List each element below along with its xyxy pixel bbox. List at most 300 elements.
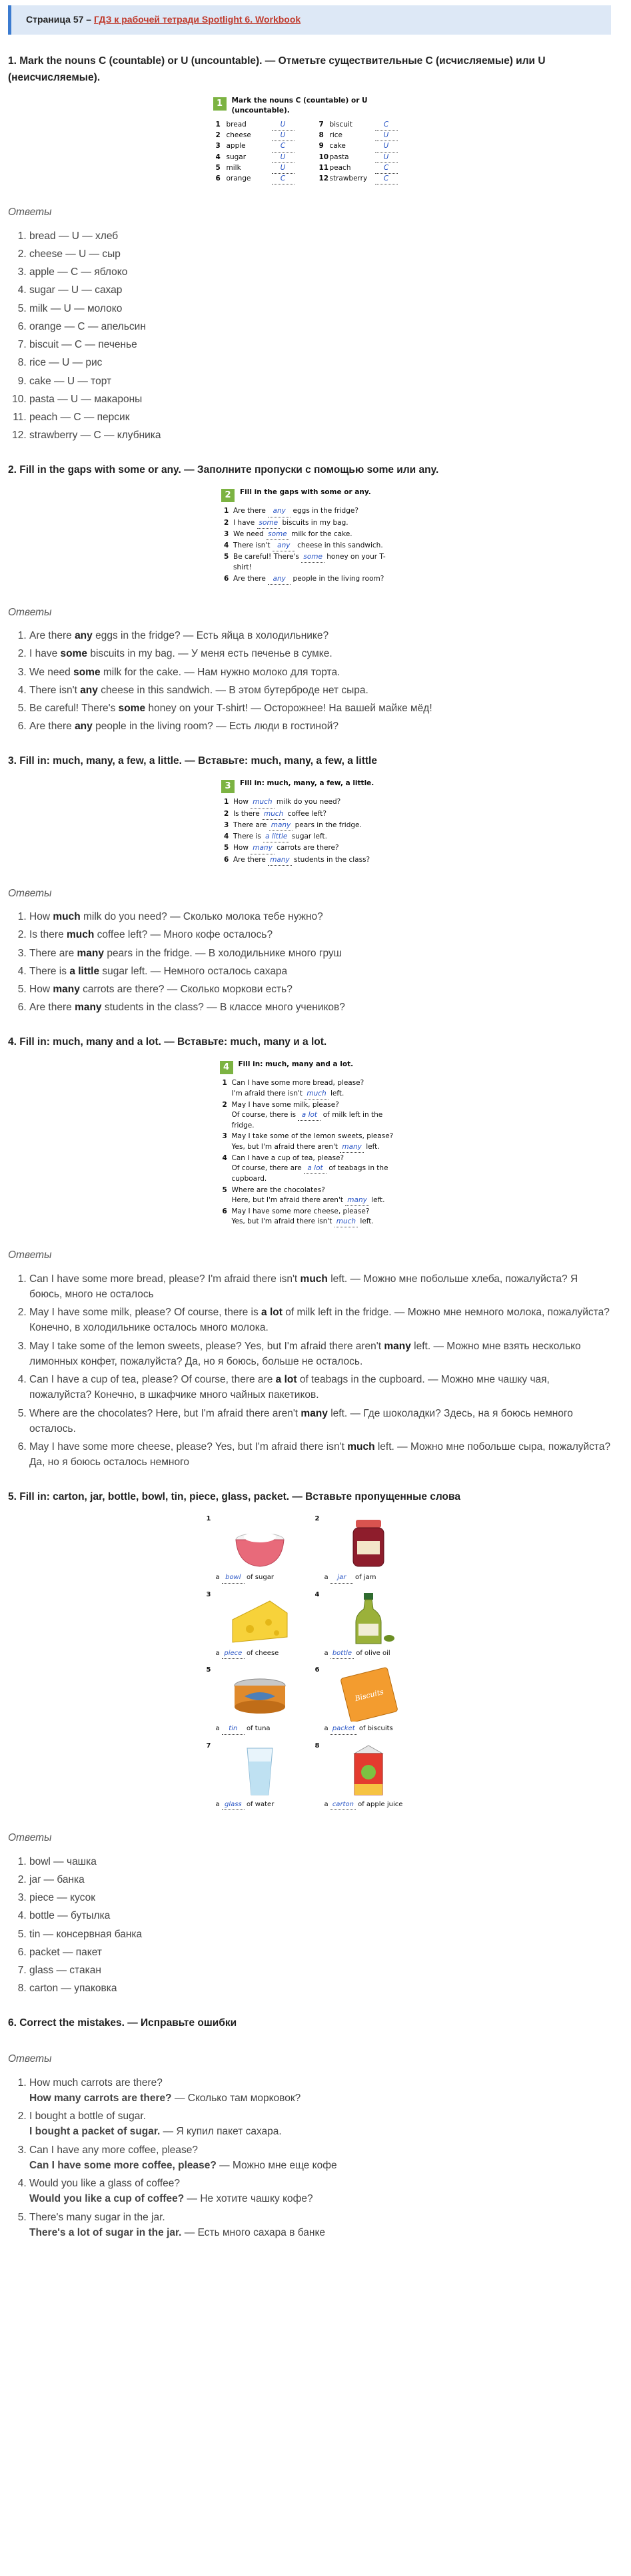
noun-row [319, 153, 406, 163]
noun-word: pasta [329, 153, 349, 161]
task1-exercise-image [213, 96, 406, 185]
correction-item [29, 2142, 611, 2174]
answer-end: milk do you need? — Сколько молока тебе нужно? [80, 911, 323, 923]
corrected-sentence: Can I have some more coffee, please? [29, 2159, 217, 2171]
wrong-sentence: Can I have any more coffee, please? [29, 2144, 199, 2156]
task1-answers-list [8, 228, 611, 444]
noun-row [319, 131, 406, 141]
cheese-block [233, 1601, 287, 1642]
task6-heading: 6. Correct the mistakes. — Исправьте ошибки [8, 2017, 237, 2029]
corrected-sentence: Would you like a cup of coffee? [29, 2193, 185, 2205]
answer-item [29, 964, 611, 979]
translation: — Сколько там морковок? [171, 2092, 301, 2104]
item-number: 2 [224, 809, 229, 818]
answer-end: sugar left. — Немного осталось сахара [99, 965, 288, 977]
picture-item [207, 1514, 305, 1584]
workbook-link[interactable]: ГДЗ к рабочей тетради Spotlight 6. Workbook [93, 14, 301, 25]
noun-word: rice [329, 131, 342, 140]
handwritten-answer: U [375, 141, 398, 152]
sentence-text [233, 820, 362, 831]
apple-picture [361, 1765, 376, 1779]
handwritten-answer: a little [263, 832, 289, 842]
item-number: 1 [224, 507, 229, 515]
answer-item: 7. biscuit — C — печенье [29, 337, 611, 352]
glass-of-water-image [223, 1742, 297, 1797]
bowl-of-sugar-image [223, 1514, 297, 1570]
dialogue-reply [232, 1217, 374, 1227]
exercise-number-badge: 4 [220, 1061, 233, 1074]
answer-keyword: any [75, 721, 93, 733]
answer-item [29, 665, 611, 680]
answer-item: 5. milk — U — молоко [29, 301, 611, 316]
caption-start: a [324, 1649, 330, 1657]
answer-start: How [29, 984, 53, 996]
task1-heading: 1. Mark the nouns C (countable) or U (uncountable). — Отметьте существительные С (исчисляемые) или U (неисчисляемые). [8, 55, 546, 83]
olives [384, 1635, 394, 1642]
sentence-text [233, 518, 348, 529]
caption-end: of sugar [244, 1574, 274, 1582]
picture-item [315, 1742, 413, 1811]
cheese-hole [274, 1630, 279, 1636]
picture-item [207, 1590, 305, 1660]
answer-start: Is there [29, 929, 67, 941]
item-number: 2 [222, 1100, 227, 1109]
noun-word: cake [329, 142, 346, 151]
item-number: 5 [206, 1666, 211, 1674]
exercise-sentence [224, 518, 398, 529]
exercise-sentence [224, 820, 398, 831]
answer-item [29, 1271, 611, 1303]
exercise-sentence [224, 552, 398, 573]
dialogue-reply [232, 1110, 400, 1131]
dialogue-question: Can I have some more bread, please? [231, 1079, 364, 1088]
wrong-sentence: Would you like a glass of coffee? [29, 2178, 181, 2190]
answer-keyword: much [67, 929, 95, 941]
answer-item: 6. orange — C — апельсин [29, 319, 611, 334]
exercise-number-badge: 2 [221, 489, 235, 502]
task5-heading: 5. Fill in: carton, jar, bottle, bowl, tin, piece, glass, packet. — Вставьте пропущенные слова [8, 1490, 460, 1502]
sentence-text [233, 529, 352, 540]
answer-keyword: a little [69, 965, 100, 977]
picture-item [315, 1666, 413, 1735]
answers-label: Ответы [8, 206, 52, 218]
answer-keyword: some [60, 648, 88, 660]
caption-start: a [324, 1800, 330, 1808]
carton-top [354, 1746, 382, 1754]
noun-word: sugar [226, 153, 247, 161]
answer-item [29, 982, 611, 997]
answer-item: 11. peach — C — персик [29, 410, 611, 425]
noun-row [216, 141, 303, 152]
task2-exercise-image [221, 487, 398, 585]
exercise-dialogue [223, 1153, 400, 1185]
noun-row [319, 163, 406, 174]
sentence-text [233, 797, 340, 808]
noun-row [216, 174, 303, 184]
noun-word: strawberry [329, 174, 368, 183]
translation: — Можно мне еще кофе [216, 2159, 337, 2171]
caption-start: a [215, 1649, 222, 1657]
item-number: 5 [224, 844, 229, 852]
answer-keyword: much [300, 1273, 328, 1285]
item-number: 8 [315, 1742, 320, 1750]
answer-start: Can I have a cup of tea, please? Of course, there are [29, 1374, 276, 1386]
answer-end: carrots are there? — Сколько моркови есть? [79, 984, 293, 996]
tin-base [235, 1700, 285, 1714]
caption-start: a [215, 1800, 222, 1808]
noun-row [319, 120, 406, 131]
handwritten-answer: U [375, 153, 398, 163]
handwritten-answer: C [375, 174, 398, 184]
exercise-number-badge: 1 [213, 97, 227, 111]
sentence-end: milk for the cake. [289, 529, 352, 538]
handwritten-answer: bottle [330, 1649, 354, 1660]
handwritten-answer: any [273, 541, 295, 551]
answer-end: coffee left? — Много кофе осталось? [94, 929, 273, 941]
exercise-dialogue [223, 1185, 400, 1206]
corrected-line [29, 2225, 611, 2240]
handwritten-answer: some [301, 552, 324, 563]
item-number: 7 [206, 1742, 211, 1750]
answer-keyword: much [53, 911, 81, 923]
answer-item [29, 683, 611, 698]
correction-item [29, 2075, 611, 2106]
item-number: 5 [215, 163, 221, 172]
noun-word: milk [226, 163, 241, 172]
sentence-end: cheese in this sandwich. [295, 541, 383, 550]
answer-item [29, 946, 611, 961]
picture-caption [324, 1649, 413, 1660]
item-number: 2 [315, 1515, 320, 1523]
answer-start: There isn't [29, 684, 81, 696]
item-number: 4 [315, 1590, 320, 1598]
correction-item [29, 2176, 611, 2207]
translation: — Не хотите чашку кофе? [184, 2193, 313, 2205]
noun-word: biscuit [329, 121, 353, 129]
answer-item: 4. bottle — бутылка [29, 1908, 611, 1923]
item-number: 5 [224, 553, 229, 561]
page-number-label: Страница 57 – [26, 14, 92, 25]
answer-item [29, 1000, 611, 1015]
answer-end: eggs in the fridge? — Есть яйца в холодильнике? [92, 630, 329, 642]
handwritten-answer: some [266, 529, 289, 540]
bottle-body [356, 1600, 381, 1644]
exercise-sentence [224, 832, 398, 842]
task5-exercise-image [207, 1514, 413, 1810]
task3-heading: 3. Fill in: much, many, a few, a little. — Вставьте: much, many, a few, a little [8, 755, 377, 767]
exercise-title: Fill in the gaps with some or any. [240, 488, 371, 497]
noun-row [319, 174, 406, 184]
wrong-sentence: How much carrots are there? [29, 2077, 163, 2089]
answer-item: 1. bowl — чашка [29, 1854, 611, 1869]
answer-start: How [29, 911, 53, 923]
sentence-end: honey on your T-shirt! [233, 553, 386, 572]
caption-end: of apple juice [355, 1800, 403, 1808]
exercise-sentence [224, 529, 398, 540]
dialogue-text [232, 1207, 374, 1227]
answer-keyword: any [80, 684, 98, 696]
answer-item: 9. cake — U — торт [29, 374, 611, 389]
item-number: 3 [222, 1132, 227, 1141]
corrected-line [29, 2124, 611, 2139]
answer-keyword: a lot [261, 1307, 283, 1319]
answer-item: 4. sugar — U — сахар [29, 282, 611, 298]
item-number: 4 [215, 153, 221, 161]
answer-end: biscuits in my bag. — У меня есть печенье в сумке. [87, 648, 332, 660]
page [0, 5, 631, 2240]
answer-item [29, 1406, 611, 1437]
handwritten-answer: much [334, 1217, 358, 1227]
handwritten-answer: tin [222, 1724, 245, 1735]
noun-word: cheese [226, 131, 251, 140]
answer-item: 6. packet — пакет [29, 1945, 611, 1960]
task4-dialogues [220, 1078, 400, 1227]
sentence-text [233, 832, 327, 842]
picture-caption [324, 1573, 413, 1584]
bottle-of-olive-oil-image [332, 1590, 405, 1646]
handwritten-answer: any [268, 506, 291, 517]
corrected-sentence: I bought a packet of sugar. [29, 2126, 161, 2138]
sentence-text [233, 541, 383, 551]
task2-heading: 2. Fill in the gaps with some or any. — Заполните пропуски с помощью some или any. [8, 464, 439, 476]
answer-keyword: many [77, 947, 105, 959]
dialogue-question: Where are the chocolates? [231, 1185, 325, 1194]
task5-answers-list [8, 1854, 611, 1997]
picture-item [207, 1742, 305, 1811]
answer-item [29, 1339, 611, 1370]
handwritten-answer: jar [330, 1573, 353, 1584]
sentence-text [233, 574, 384, 585]
answers-label: Ответы [8, 606, 52, 618]
correction-item [29, 2210, 611, 2241]
item-number: 10 [318, 153, 329, 161]
dialogue-reply [232, 1089, 364, 1100]
reply-end: left. [328, 1089, 344, 1098]
reply-start: Of course, there are [231, 1164, 305, 1173]
answer-keyword: many [384, 1340, 411, 1352]
answer-end: people in the living room? — Есть люди в гостиной? [92, 721, 339, 733]
picture-caption [216, 1573, 305, 1584]
answer-end: honey on your T-shirt! — Осторожнее! На вашей майке мёд! [145, 703, 432, 715]
task2-answers-list [8, 628, 611, 735]
item-number: 4 [224, 541, 229, 550]
picture-caption [216, 1724, 305, 1735]
handwritten-answer: C [375, 163, 398, 174]
dialogue-question: May I have some more cheese, please? [231, 1207, 370, 1215]
item-number: 8 [318, 131, 324, 140]
answer-keyword: some [73, 666, 101, 678]
item-number: 7 [318, 121, 324, 129]
exercise-sentence [224, 797, 398, 808]
sentence-start: I have [233, 518, 257, 527]
answers-label: Ответы [8, 2053, 52, 2065]
sentence-start: Be careful! There's [233, 553, 302, 561]
bottle-cap [364, 1593, 373, 1600]
caption-end: of olive oil [354, 1649, 390, 1657]
answer-item: 1. bread — U — хлеб [29, 228, 611, 244]
reply-start: Yes, but I'm afraid there isn't [231, 1217, 334, 1226]
noun-row [216, 163, 303, 174]
answer-start: Be careful! There's [29, 703, 119, 715]
correction-item [29, 2108, 611, 2140]
sentence-end: eggs in the fridge? [291, 507, 358, 515]
answer-keyword: some [118, 703, 146, 715]
handwritten-answer: glass [222, 1800, 245, 1811]
item-number: 6 [215, 174, 221, 183]
noun-row [216, 153, 303, 163]
item-number: 3 [224, 529, 229, 538]
jar-lid [356, 1520, 381, 1528]
bowl-body [236, 1540, 284, 1566]
item-number: 2 [224, 518, 229, 527]
answers-label: Ответы [8, 1832, 52, 1844]
sentence-start: We need [233, 529, 267, 538]
translation: — Есть много сахара в банке [181, 2226, 326, 2238]
answer-item [29, 927, 611, 942]
answer-start: Where are the chocolates? Here, but I'm afraid there aren't [29, 1407, 301, 1419]
answer-item: 12. strawberry — C — клубника [29, 428, 611, 443]
caption-start: a [324, 1574, 330, 1582]
item-number: 1 [215, 121, 221, 129]
answer-item [29, 1305, 611, 1336]
caption-end: of jam [352, 1574, 376, 1582]
exercise-dialogue [223, 1078, 400, 1099]
breadcrumb [8, 5, 611, 35]
sentence-end: milk do you need? [274, 798, 341, 806]
noun-row [319, 141, 406, 152]
answer-item: 7. glass — стакан [29, 1963, 611, 1978]
task3-sentences [221, 797, 398, 865]
dialogue-question: May I take some of the lemon sweets, please? [231, 1132, 394, 1141]
noun-row [216, 120, 303, 131]
handwritten-answer: U [375, 131, 398, 141]
packet-label-text: Biscuits [354, 1688, 385, 1704]
caption-end: of cheese [244, 1649, 279, 1657]
answer-start: May I have some more cheese, please? Yes, but I'm afraid there isn't [29, 1441, 348, 1453]
carton-stripe [354, 1784, 382, 1795]
wrong-sentence: There's many sugar in the jar. [29, 2211, 165, 2223]
reply-start: Here, but I'm afraid there aren't [231, 1195, 346, 1204]
sentence-end: biscuits in my bag. [280, 518, 348, 527]
picture-item [315, 1590, 413, 1660]
answer-start: There is [29, 965, 70, 977]
picture-item [207, 1666, 305, 1735]
wrong-sentence: I bought a bottle of sugar. [29, 2110, 146, 2122]
jar-label [357, 1541, 380, 1554]
corrected-line [29, 2191, 611, 2206]
corrected-line [29, 2158, 611, 2173]
answer-item: 3. apple — C — яблоко [29, 264, 611, 280]
task5-picture-grid [207, 1514, 413, 1810]
sentence-start: Are there [233, 855, 269, 864]
sentence-text [233, 552, 398, 573]
task3-exercise-image [221, 779, 398, 865]
exercise-title: Mark the nouns C (countable) or U (uncountable). [231, 96, 368, 115]
carton-of-apple-juice-image [332, 1742, 405, 1797]
answer-item: 3. piece — кусок [29, 1890, 611, 1905]
handwritten-answer: a lot [304, 1163, 326, 1174]
sugar-mound [244, 1532, 276, 1542]
item-number: 11 [318, 163, 329, 172]
handwritten-answer: C [375, 120, 398, 131]
handwritten-answer: many [251, 843, 275, 854]
handwritten-answer: bowl [222, 1573, 245, 1584]
answer-item: 2. jar — банка [29, 1872, 611, 1887]
noun-word: peach [329, 163, 351, 172]
answer-keyword: many [301, 1407, 328, 1419]
answer-item [29, 646, 611, 661]
reply-end: of milk left in the fridge. [231, 1110, 383, 1130]
picture-caption [324, 1724, 413, 1735]
reply-start: Of course, there is [231, 1110, 299, 1119]
packet-of-biscuits-image [332, 1666, 405, 1722]
answer-end: left. — Где шоколадки? Здесь, на я боюсь немного осталось. [29, 1407, 573, 1435]
answer-end: milk for the cake. — Нам нужно молоко для торта. [100, 666, 340, 678]
noun-word: bread [226, 121, 247, 129]
dialogue-question: Can I have a cup of tea, please? [231, 1153, 344, 1162]
sentence-end: people in the living room? [291, 574, 384, 583]
answer-item: 5. tin — консервная банка [29, 1927, 611, 1942]
task4-heading: 4. Fill in: much, many and a lot. — Вставьте: much, many и a lot. [8, 1036, 327, 1048]
answer-item [29, 628, 611, 643]
handwritten-answer: many [340, 1142, 364, 1153]
water-level [249, 1762, 271, 1795]
caption-start: a [215, 1574, 222, 1582]
item-number: 1 [206, 1515, 211, 1523]
answer-item: 10. pasta — U — макароны [29, 392, 611, 407]
sentence-start: Are there [233, 507, 269, 515]
answer-end: left. — Можно мне побольше сыра, пожалуйста? Да, но я боюсь осталось немного [29, 1441, 611, 1468]
handwritten-answer: U [272, 120, 295, 131]
handwritten-answer: many [269, 820, 293, 831]
item-number: 3 [206, 1590, 211, 1598]
answer-end: of teabags in the cupboard. — Можно мне чашку чая, пожалуйста? Конечно, в шкафчике много чайных пакетиков. [29, 1374, 550, 1401]
answer-start: We need [29, 666, 74, 678]
task4-answers-list [8, 1271, 611, 1470]
exercise-number-badge: 3 [221, 780, 235, 793]
item-number: 6 [224, 574, 229, 583]
item-number: 3 [224, 820, 229, 829]
picture-caption [216, 1649, 305, 1660]
answer-start: May I have some milk, please? Of course, there is [29, 1307, 262, 1319]
sentence-end: coffee left? [285, 809, 326, 818]
dialogue-text [232, 1100, 400, 1131]
exercise-dialogue [223, 1131, 400, 1152]
item-number: 1 [224, 798, 229, 806]
jar-of-jam-image [332, 1514, 405, 1570]
sentence-text [233, 809, 326, 820]
answer-keyword: a lot [275, 1374, 297, 1386]
cheese-hole [246, 1625, 254, 1633]
item-number: 4 [224, 832, 229, 841]
answer-keyword: many [53, 984, 80, 996]
corrected-sentence: There's a lot of sugar in the jar. [29, 2226, 182, 2238]
handwritten-answer: U [272, 131, 295, 141]
handwritten-answer: much [262, 809, 285, 820]
dialogue-reply [232, 1163, 400, 1184]
answer-item [29, 719, 611, 734]
task4-exercise-image [220, 1060, 400, 1227]
dialogue-text [232, 1131, 394, 1152]
sentence-end: sugar left. [289, 832, 327, 841]
answer-start: There are [29, 947, 77, 959]
dialogue-text [232, 1153, 400, 1185]
caption-start: a [324, 1725, 330, 1733]
sentence-end: students in the class? [291, 855, 370, 864]
dialogue-text [232, 1078, 364, 1099]
answer-end: left. — Можно мне побольше хлеба, пожалуйста? Я боюсь, много не осталось [29, 1273, 578, 1300]
tin-of-tuna-image [223, 1666, 297, 1722]
